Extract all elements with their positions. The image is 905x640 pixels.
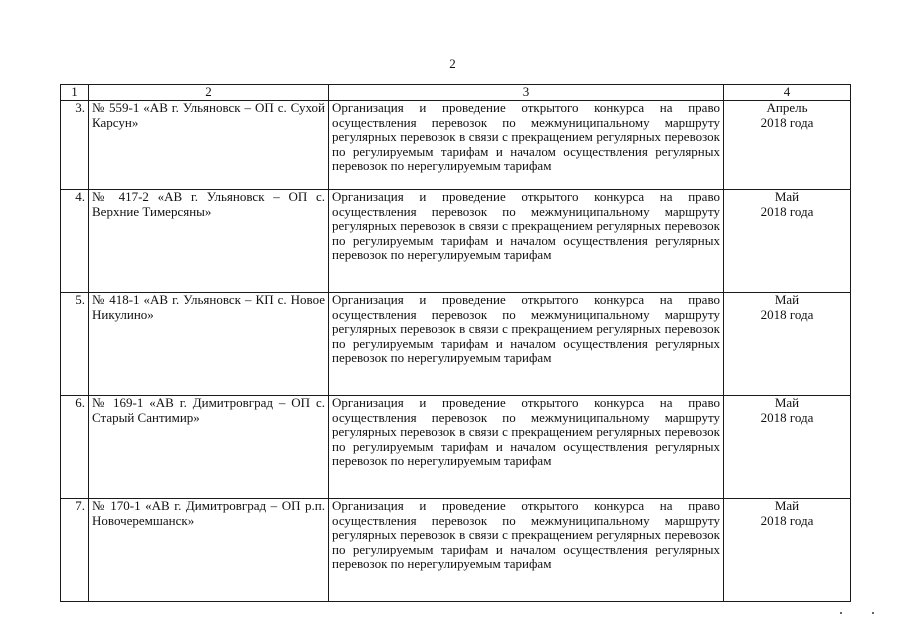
date-year: 2018 года bbox=[760, 203, 814, 219]
route-date bbox=[724, 293, 851, 396]
date-year: 2018 года bbox=[760, 512, 814, 528]
route-name: № 559-1 «АВ г. Ульяновск – ОП с. Сухой Карсун» bbox=[89, 101, 329, 190]
row-number: 4. bbox=[61, 190, 89, 293]
routes-table bbox=[60, 84, 851, 602]
header-col-1: 1 bbox=[61, 85, 89, 101]
route-name: № 170-1 «АВ г. Димитровград – ОП р.п. Новочеремшанск» bbox=[89, 499, 329, 602]
table-row bbox=[61, 293, 851, 396]
header-col-4: 4 bbox=[724, 85, 851, 101]
date-year: 2018 года bbox=[760, 409, 814, 425]
row-number: 3. bbox=[61, 101, 89, 190]
header-col-3: 3 bbox=[329, 85, 724, 101]
route-date bbox=[724, 101, 851, 190]
route-description: Организация и проведение открытого конкурса на право осуществления перевозок по межмуниципальному маршруту регулярных перевозок в связи с прекращением регулярных перевозок по регулируемым тарифам и началом осуществления регулярных перевозок по нерегулируемым тарифам bbox=[329, 101, 724, 190]
route-date bbox=[724, 499, 851, 602]
table-row bbox=[61, 499, 851, 602]
date-month: Май bbox=[774, 292, 800, 307]
date-month: Апрель bbox=[766, 100, 808, 115]
date-month: Май bbox=[774, 395, 800, 410]
route-date bbox=[724, 190, 851, 293]
date-year: 2018 года bbox=[760, 306, 814, 322]
route-description: Организация и проведение открытого конкурса на право осуществления перевозок по межмуниципальному маршруту регулярных перевозок в связи с прекращением регулярных перевозок по регулируемым тарифам и началом осуществления регулярных перевозок по нерегулируемым тарифам bbox=[329, 190, 724, 293]
route-description: Организация и проведение открытого конкурса на право осуществления перевозок по межмуниципальному маршруту регулярных перевозок в связи с прекращением регулярных перевозок по регулируемым тарифам и началом осуществления регулярных перевозок по нерегулируемым тарифам bbox=[329, 499, 724, 602]
date-month: Май bbox=[774, 189, 800, 204]
route-name: № 418-1 «АВ г. Ульяновск – КП с. Новое Никулино» bbox=[89, 293, 329, 396]
date-year: 2018 года bbox=[760, 114, 814, 130]
route-description: Организация и проведение открытого конкурса на право осуществления перевозок по межмуниципальному маршруту регулярных перевозок в связи с прекращением регулярных перевозок по регулируемым тарифам и началом осуществления регулярных перевозок по нерегулируемым тарифам bbox=[329, 293, 724, 396]
route-description: Организация и проведение открытого конкурса на право осуществления перевозок по межмуниципальному маршруту регулярных перевозок в связи с прекращением регулярных перевозок по регулируемым тарифам и началом осуществления регулярных перевозок по нерегулируемым тарифам bbox=[329, 396, 724, 499]
scan-speck bbox=[872, 612, 874, 614]
table-row bbox=[61, 190, 851, 293]
page-number: 2 bbox=[449, 56, 456, 71]
date-month: Май bbox=[774, 498, 800, 513]
route-name: № 169-1 «АВ г. Димитровград – ОП с. Старый Сантимир» bbox=[89, 396, 329, 499]
scan-speck bbox=[840, 612, 842, 614]
row-number: 5. bbox=[61, 293, 89, 396]
table-row bbox=[61, 396, 851, 499]
header-col-2: 2 bbox=[89, 85, 329, 101]
table-header-row bbox=[61, 85, 851, 101]
table-row bbox=[61, 101, 851, 190]
row-number: 6. bbox=[61, 396, 89, 499]
route-date bbox=[724, 396, 851, 499]
route-name: № 417-2 «АВ г. Ульяновск – ОП с. Верхние Тимерсяны» bbox=[89, 190, 329, 293]
row-number: 7. bbox=[61, 499, 89, 602]
